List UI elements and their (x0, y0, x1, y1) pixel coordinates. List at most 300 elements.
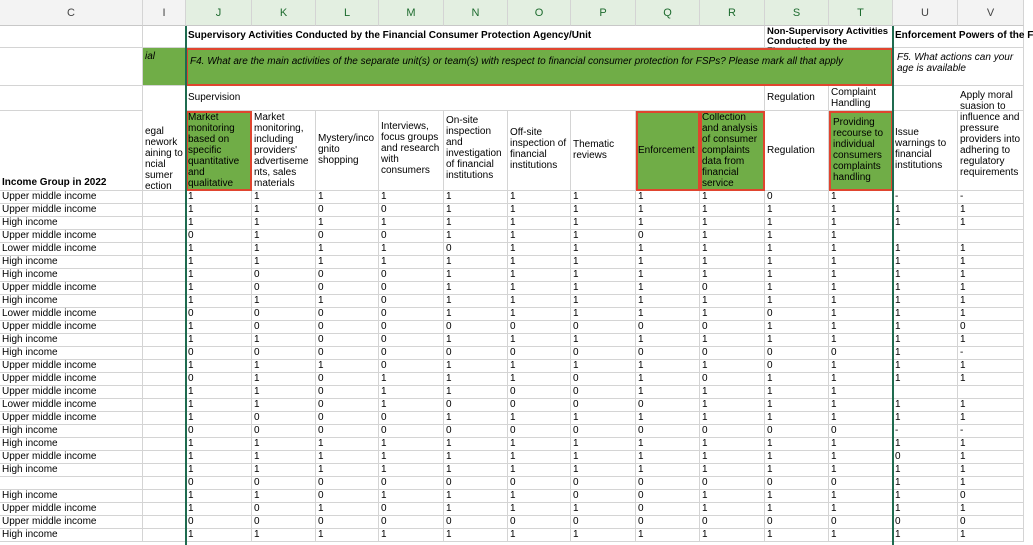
cell-i-top[interactable] (143, 26, 186, 48)
table-cell-c[interactable]: Lower middle income (0, 308, 143, 321)
table-cell-n[interactable]: 0 (444, 347, 508, 360)
table-cell-m[interactable]: 1 (379, 386, 444, 399)
header-market-monitoring-quant[interactable]: Market monitoring based on specific quantitative and qualitative (186, 111, 252, 191)
table-cell-t[interactable]: 0 (829, 516, 893, 529)
table-cell-s[interactable]: 1 (765, 243, 829, 256)
table-row[interactable] (0, 386, 1024, 399)
table-cell-m[interactable]: 0 (379, 295, 444, 308)
table-cell-c[interactable]: Upper middle income (0, 204, 143, 217)
table-cell-v[interactable]: - (958, 191, 1024, 204)
table-cell-r[interactable]: 0 (700, 347, 765, 360)
table-row[interactable] (0, 516, 1024, 529)
table-cell-q[interactable]: 1 (636, 438, 700, 451)
table-cell-p[interactable]: 1 (571, 295, 636, 308)
table-cell-p[interactable]: 1 (571, 334, 636, 347)
table-cell-t[interactable]: 1 (829, 503, 893, 516)
table-cell-n[interactable]: 1 (444, 412, 508, 425)
table-row[interactable] (0, 321, 1024, 334)
table-cell-s[interactable]: 1 (765, 321, 829, 334)
table-cell-j[interactable]: 1 (186, 334, 252, 347)
table-cell-q[interactable]: 0 (636, 490, 700, 503)
table-cell-l[interactable]: 0 (316, 490, 379, 503)
table-cell-i[interactable] (143, 360, 186, 373)
table-cell-p[interactable]: 0 (571, 321, 636, 334)
table-cell-i[interactable] (143, 386, 186, 399)
column-header-t[interactable]: T (829, 0, 893, 26)
header-moral-suasion[interactable]: Apply moral suasion to influence and pressure providers into adhering to regulatory requirements (958, 86, 1024, 191)
table-cell-n[interactable]: 1 (444, 282, 508, 295)
table-cell-u[interactable]: 1 (893, 529, 958, 542)
table-cell-m[interactable]: 0 (379, 204, 444, 217)
header-market-monitoring-ads[interactable]: Market monitoring, including providers' advertiseme nts, sales materials (252, 111, 316, 191)
table-cell-u[interactable]: 1 (893, 360, 958, 373)
table-cell-o[interactable]: 1 (508, 360, 571, 373)
table-cell-u[interactable]: - (893, 191, 958, 204)
table-cell-v[interactable]: 1 (958, 438, 1024, 451)
table-cell-t[interactable]: 1 (829, 490, 893, 503)
table-cell-m[interactable]: 1 (379, 464, 444, 477)
table-cell-n[interactable]: 1 (444, 360, 508, 373)
table-cell-u[interactable]: 1 (893, 334, 958, 347)
table-cell-o[interactable]: 1 (508, 334, 571, 347)
table-cell-t[interactable]: 1 (829, 230, 893, 243)
table-cell-p[interactable]: 0 (571, 477, 636, 490)
table-cell-s[interactable]: 1 (765, 490, 829, 503)
subgroup-regulation[interactable]: Regulation (765, 86, 829, 111)
table-cell-t[interactable]: 1 (829, 308, 893, 321)
table-cell-c[interactable]: Lower middle income (0, 399, 143, 412)
table-cell-r[interactable]: 1 (700, 256, 765, 269)
table-cell-m[interactable]: 1 (379, 399, 444, 412)
table-cell-p[interactable]: 1 (571, 282, 636, 295)
table-cell-p[interactable]: 1 (571, 269, 636, 282)
table-cell-i[interactable] (143, 516, 186, 529)
table-cell-c[interactable]: High income (0, 269, 143, 282)
table-cell-l[interactable]: 0 (316, 269, 379, 282)
table-cell-c[interactable]: Upper middle income (0, 360, 143, 373)
header-complaints-data[interactable]: Collection and analysis of consumer complaints data from financial service (700, 111, 765, 191)
table-cell-u[interactable]: 1 (893, 256, 958, 269)
subgroup-supervision[interactable]: Supervision (186, 86, 765, 111)
column-header-s[interactable]: S (765, 0, 829, 26)
table-cell-q[interactable]: 0 (636, 399, 700, 412)
table-cell-k[interactable]: 0 (252, 477, 316, 490)
table-cell-n[interactable]: 1 (444, 308, 508, 321)
table-cell-k[interactable]: 1 (252, 334, 316, 347)
table-cell-k[interactable]: 1 (252, 204, 316, 217)
table-cell-m[interactable]: 1 (379, 243, 444, 256)
column-headers[interactable] (0, 0, 1024, 26)
table-cell-r[interactable]: 1 (700, 360, 765, 373)
table-cell-r[interactable]: 0 (700, 477, 765, 490)
table-cell-o[interactable]: 1 (508, 282, 571, 295)
table-cell-p[interactable]: 1 (571, 191, 636, 204)
table-cell-j[interactable]: 0 (186, 477, 252, 490)
table-cell-v[interactable]: 1 (958, 295, 1024, 308)
table-cell-i[interactable] (143, 464, 186, 477)
income-group-header[interactable]: Income Group in 2022 (0, 111, 143, 191)
table-cell-o[interactable]: 1 (508, 529, 571, 542)
table-cell-o[interactable]: 1 (508, 230, 571, 243)
table-row[interactable] (0, 347, 1024, 360)
table-cell-v[interactable]: 1 (958, 217, 1024, 230)
table-cell-c[interactable]: High income (0, 425, 143, 438)
column-header-l[interactable]: L (316, 0, 379, 26)
table-cell-c[interactable]: High income (0, 217, 143, 230)
table-cell-s[interactable]: 1 (765, 334, 829, 347)
table-cell-i[interactable] (143, 243, 186, 256)
table-cell-q[interactable]: 0 (636, 516, 700, 529)
header-thematic-reviews[interactable]: Thematic reviews (571, 111, 636, 191)
table-cell-q[interactable]: 1 (636, 412, 700, 425)
table-cell-o[interactable]: 1 (508, 308, 571, 321)
table-cell-j[interactable]: 1 (186, 191, 252, 204)
table-cell-v[interactable]: 1 (958, 451, 1024, 464)
table-cell-j[interactable]: 1 (186, 243, 252, 256)
table-cell-u[interactable]: 1 (893, 308, 958, 321)
column-header-r[interactable]: R (700, 0, 765, 26)
column-header-n[interactable]: N (444, 0, 508, 26)
table-row[interactable] (0, 334, 1024, 347)
header-mystery-shopping[interactable]: Mystery/inco gnito shopping (316, 111, 379, 191)
table-cell-l[interactable]: 1 (316, 503, 379, 516)
table-cell-j[interactable]: 0 (186, 230, 252, 243)
table-cell-m[interactable]: 0 (379, 269, 444, 282)
table-cell-m[interactable]: 1 (379, 256, 444, 269)
column-header-p[interactable]: P (571, 0, 636, 26)
table-cell-q[interactable]: 1 (636, 243, 700, 256)
table-cell-m[interactable]: 1 (379, 438, 444, 451)
table-cell-k[interactable]: 1 (252, 451, 316, 464)
table-cell-o[interactable]: 1 (508, 412, 571, 425)
table-cell-s[interactable]: 0 (765, 347, 829, 360)
table-cell-m[interactable]: 1 (379, 217, 444, 230)
table-cell-l[interactable]: 1 (316, 191, 379, 204)
table-row[interactable] (0, 399, 1024, 412)
table-cell-k[interactable]: 0 (252, 516, 316, 529)
table-cell-m[interactable]: 0 (379, 412, 444, 425)
table-cell-r[interactable]: 1 (700, 295, 765, 308)
table-cell-u[interactable]: 1 (893, 269, 958, 282)
table-cell-c[interactable]: High income (0, 464, 143, 477)
table-cell-t[interactable]: 1 (829, 438, 893, 451)
table-cell-u[interactable]: 1 (893, 490, 958, 503)
table-cell-p[interactable]: 1 (571, 412, 636, 425)
table-cell-p[interactable]: 0 (571, 347, 636, 360)
table-cell-r[interactable]: 1 (700, 412, 765, 425)
table-cell-j[interactable]: 1 (186, 321, 252, 334)
table-cell-j[interactable]: 1 (186, 295, 252, 308)
table-cell-i[interactable] (143, 529, 186, 542)
table-cell-i[interactable] (143, 269, 186, 282)
table-cell-q[interactable]: 1 (636, 451, 700, 464)
table-cell-o[interactable]: 0 (508, 399, 571, 412)
table-cell-p[interactable]: 0 (571, 425, 636, 438)
table-cell-m[interactable]: 1 (379, 529, 444, 542)
table-cell-t[interactable]: 1 (829, 373, 893, 386)
table-cell-v[interactable]: 1 (958, 399, 1024, 412)
table-cell-u[interactable]: 1 (893, 321, 958, 334)
table-cell-n[interactable]: 1 (444, 230, 508, 243)
table-cell-j[interactable]: 1 (186, 217, 252, 230)
table-cell-n[interactable]: 1 (444, 386, 508, 399)
table-cell-q[interactable]: 1 (636, 529, 700, 542)
table-cell-v[interactable]: 1 (958, 373, 1024, 386)
table-cell-n[interactable]: 0 (444, 243, 508, 256)
table-cell-t[interactable]: 0 (829, 347, 893, 360)
table-cell-m[interactable]: 1 (379, 451, 444, 464)
table-cell-m[interactable]: 0 (379, 477, 444, 490)
table-cell-u[interactable]: 1 (893, 399, 958, 412)
table-cell-v[interactable]: 1 (958, 256, 1024, 269)
table-cell-i[interactable] (143, 347, 186, 360)
table-cell-v[interactable]: 1 (958, 204, 1024, 217)
table-cell-v[interactable] (958, 230, 1024, 243)
table-cell-m[interactable]: 0 (379, 425, 444, 438)
table-cell-l[interactable]: 0 (316, 386, 379, 399)
table-cell-i[interactable] (143, 334, 186, 347)
table-cell-o[interactable]: 1 (508, 490, 571, 503)
table-cell-q[interactable]: 1 (636, 360, 700, 373)
table-row[interactable] (0, 503, 1024, 516)
table-row[interactable] (0, 269, 1024, 282)
table-cell-m[interactable]: 1 (379, 373, 444, 386)
table-cell-q[interactable]: 1 (636, 308, 700, 321)
table-cell-i[interactable] (143, 412, 186, 425)
cell-c-top[interactable] (0, 26, 143, 48)
table-cell-q[interactable]: 1 (636, 373, 700, 386)
table-cell-n[interactable]: 1 (444, 529, 508, 542)
table-cell-s[interactable]: 0 (765, 477, 829, 490)
table-cell-m[interactable]: 0 (379, 230, 444, 243)
table-cell-o[interactable]: 1 (508, 269, 571, 282)
table-cell-t[interactable]: 1 (829, 295, 893, 308)
table-cell-m[interactable]: 1 (379, 490, 444, 503)
table-cell-c[interactable]: High income (0, 256, 143, 269)
table-cell-n[interactable]: 1 (444, 464, 508, 477)
cell-i-q[interactable]: ial (143, 48, 186, 86)
table-cell-i[interactable] (143, 425, 186, 438)
table-row[interactable] (0, 230, 1024, 243)
table-cell-v[interactable]: 1 (958, 243, 1024, 256)
table-cell-s[interactable]: 1 (765, 503, 829, 516)
table-cell-o[interactable]: 1 (508, 256, 571, 269)
table-cell-k[interactable]: 0 (252, 425, 316, 438)
table-cell-r[interactable]: 1 (700, 217, 765, 230)
table-cell-s[interactable]: 1 (765, 451, 829, 464)
table-cell-i[interactable] (143, 217, 186, 230)
table-cell-q[interactable]: 1 (636, 204, 700, 217)
table-cell-o[interactable]: 1 (508, 243, 571, 256)
table-cell-c[interactable]: High income (0, 529, 143, 542)
table-cell-k[interactable]: 1 (252, 373, 316, 386)
table-cell-p[interactable]: 1 (571, 204, 636, 217)
column-header-i[interactable]: I (143, 0, 186, 26)
table-cell-t[interactable]: 1 (829, 204, 893, 217)
table-cell-o[interactable]: 1 (508, 191, 571, 204)
table-row[interactable] (0, 360, 1024, 373)
table-cell-j[interactable]: 1 (186, 256, 252, 269)
table-cell-r[interactable]: 1 (700, 451, 765, 464)
table-cell-k[interactable]: 0 (252, 503, 316, 516)
table-cell-s[interactable]: 1 (765, 217, 829, 230)
table-cell-j[interactable]: 1 (186, 360, 252, 373)
table-cell-u[interactable] (893, 230, 958, 243)
table-row[interactable] (0, 477, 1024, 490)
table-cell-t[interactable]: 1 (829, 451, 893, 464)
table-cell-i[interactable] (143, 490, 186, 503)
table-cell-q[interactable]: 0 (636, 503, 700, 516)
table-cell-q[interactable]: 0 (636, 230, 700, 243)
table-cell-n[interactable]: 0 (444, 477, 508, 490)
table-cell-p[interactable]: 1 (571, 308, 636, 321)
table-row[interactable] (0, 256, 1024, 269)
table-row[interactable] (0, 204, 1024, 217)
table-row[interactable] (0, 191, 1024, 204)
table-row[interactable] (0, 464, 1024, 477)
table-cell-l[interactable]: 0 (316, 230, 379, 243)
table-cell-c[interactable]: Upper middle income (0, 321, 143, 334)
table-cell-k[interactable]: 1 (252, 230, 316, 243)
table-cell-c[interactable]: Lower middle income (0, 243, 143, 256)
table-cell-u[interactable]: 0 (893, 516, 958, 529)
table-cell-n[interactable]: 0 (444, 399, 508, 412)
table-cell-l[interactable]: 0 (316, 308, 379, 321)
table-cell-j[interactable]: 0 (186, 425, 252, 438)
table-cell-q[interactable]: 1 (636, 334, 700, 347)
table-cell-l[interactable]: 1 (316, 438, 379, 451)
table-cell-u[interactable]: 1 (893, 204, 958, 217)
table-cell-i[interactable] (143, 191, 186, 204)
subgroup-complaint-handling[interactable]: Complaint Handling (829, 86, 893, 111)
table-cell-t[interactable]: 1 (829, 256, 893, 269)
cell-c-sub[interactable] (0, 86, 143, 111)
table-cell-v[interactable]: 1 (958, 269, 1024, 282)
table-cell-l[interactable]: 1 (316, 464, 379, 477)
table-cell-s[interactable]: 1 (765, 464, 829, 477)
table-cell-c[interactable]: High income (0, 490, 143, 503)
table-row[interactable] (0, 412, 1024, 425)
table-row[interactable] (0, 308, 1024, 321)
table-cell-l[interactable]: 1 (316, 360, 379, 373)
table-cell-v[interactable]: 0 (958, 516, 1024, 529)
column-header-u[interactable]: U (893, 0, 958, 26)
table-cell-j[interactable]: 0 (186, 308, 252, 321)
table-cell-t[interactable]: 1 (829, 243, 893, 256)
table-cell-p[interactable]: 0 (571, 516, 636, 529)
table-cell-o[interactable]: 1 (508, 451, 571, 464)
table-cell-u[interactable]: 1 (893, 464, 958, 477)
table-cell-c[interactable]: Upper middle income (0, 503, 143, 516)
table-cell-i[interactable] (143, 308, 186, 321)
table-row[interactable] (0, 438, 1024, 451)
table-cell-v[interactable]: 1 (958, 529, 1024, 542)
table-cell-l[interactable]: 1 (316, 451, 379, 464)
table-cell-n[interactable]: 0 (444, 516, 508, 529)
question-f5[interactable]: F5. What actions can your age is available (893, 48, 1024, 86)
table-cell-n[interactable]: 0 (444, 321, 508, 334)
table-cell-o[interactable]: 0 (508, 477, 571, 490)
table-cell-n[interactable]: 1 (444, 204, 508, 217)
table-cell-s[interactable]: 1 (765, 256, 829, 269)
table-cell-o[interactable]: 1 (508, 217, 571, 230)
table-cell-r[interactable]: 1 (700, 230, 765, 243)
table-cell-q[interactable]: 1 (636, 269, 700, 282)
table-cell-r[interactable]: 0 (700, 373, 765, 386)
table-cell-l[interactable]: 0 (316, 347, 379, 360)
table-cell-j[interactable]: 1 (186, 451, 252, 464)
table-cell-j[interactable]: 0 (186, 373, 252, 386)
table-cell-t[interactable]: 1 (829, 529, 893, 542)
table-cell-k[interactable]: 0 (252, 321, 316, 334)
table-cell-n[interactable]: 1 (444, 269, 508, 282)
table-row[interactable] (0, 295, 1024, 308)
table-cell-t[interactable]: 1 (829, 191, 893, 204)
table-cell-u[interactable]: 1 (893, 295, 958, 308)
table-cell-c[interactable]: Upper middle income (0, 386, 143, 399)
table-cell-j[interactable]: 1 (186, 282, 252, 295)
table-cell-s[interactable]: 1 (765, 373, 829, 386)
table-cell-r[interactable]: 1 (700, 399, 765, 412)
table-cell-t[interactable]: 0 (829, 425, 893, 438)
table-cell-l[interactable]: 0 (316, 321, 379, 334)
table-cell-o[interactable]: 0 (508, 386, 571, 399)
table-cell-m[interactable]: 0 (379, 360, 444, 373)
table-cell-k[interactable]: 1 (252, 464, 316, 477)
table-cell-t[interactable]: 1 (829, 269, 893, 282)
table-cell-l[interactable]: 0 (316, 425, 379, 438)
table-cell-s[interactable]: 1 (765, 438, 829, 451)
table-cell-p[interactable]: 1 (571, 230, 636, 243)
table-cell-v[interactable]: 1 (958, 477, 1024, 490)
table-cell-n[interactable]: 1 (444, 503, 508, 516)
table-cell-i[interactable] (143, 503, 186, 516)
group-supervisory[interactable]: Supervisory Activities Conducted by the Financial Consumer Protection Agency/Unit (186, 26, 765, 48)
table-cell-q[interactable]: 1 (636, 256, 700, 269)
column-header-o[interactable]: O (508, 0, 571, 26)
table-cell-l[interactable]: 0 (316, 412, 379, 425)
table-cell-u[interactable]: 1 (893, 243, 958, 256)
table-row[interactable] (0, 490, 1024, 503)
table-cell-l[interactable]: 0 (316, 373, 379, 386)
group-enforcement[interactable]: Enforcement Powers of the F (893, 26, 1024, 48)
table-cell-l[interactable]: 0 (316, 399, 379, 412)
table-cell-v[interactable]: 1 (958, 282, 1024, 295)
column-header-v[interactable]: V (958, 0, 1024, 26)
table-cell-r[interactable]: 1 (700, 386, 765, 399)
table-cell-c[interactable]: High income (0, 347, 143, 360)
table-cell-n[interactable]: 1 (444, 451, 508, 464)
table-cell-q[interactable]: 1 (636, 386, 700, 399)
table-cell-v[interactable]: - (958, 347, 1024, 360)
table-cell-o[interactable]: 1 (508, 204, 571, 217)
table-cell-i[interactable] (143, 451, 186, 464)
table-cell-k[interactable]: 0 (252, 269, 316, 282)
column-header-q[interactable]: Q (636, 0, 700, 26)
table-cell-n[interactable]: 1 (444, 373, 508, 386)
table-cell-n[interactable]: 1 (444, 295, 508, 308)
table-cell-u[interactable]: 1 (893, 477, 958, 490)
table-cell-k[interactable]: 1 (252, 295, 316, 308)
table-cell-p[interactable]: 1 (571, 360, 636, 373)
table-cell-r[interactable]: 1 (700, 490, 765, 503)
table-cell-j[interactable]: 1 (186, 503, 252, 516)
table-cell-u[interactable]: 0 (893, 451, 958, 464)
table-cell-j[interactable]: 1 (186, 399, 252, 412)
table-cell-l[interactable]: 1 (316, 256, 379, 269)
table-cell-k[interactable]: 1 (252, 191, 316, 204)
table-cell-r[interactable]: 0 (700, 321, 765, 334)
